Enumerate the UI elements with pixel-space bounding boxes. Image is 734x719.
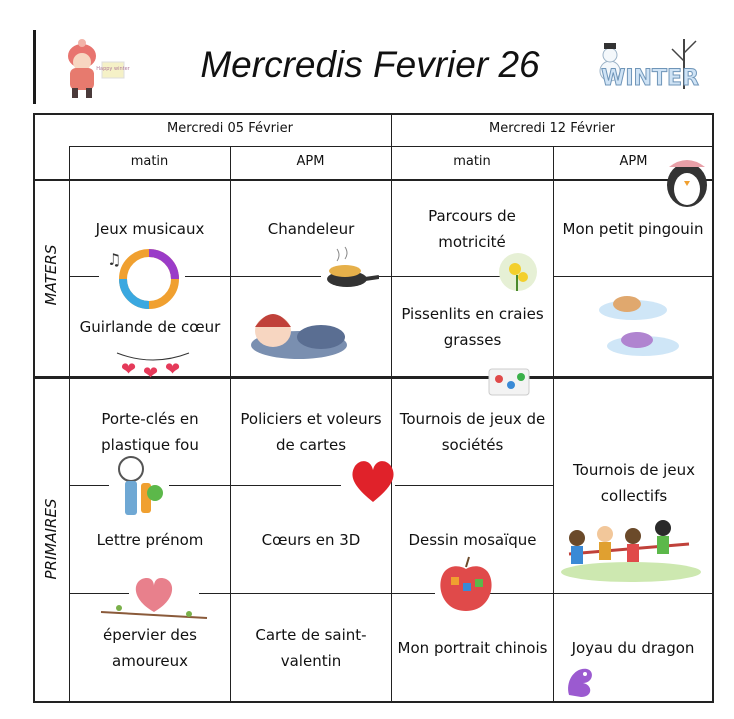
sleeping-child-image — [243, 297, 349, 365]
schedule-table — [33, 113, 714, 703]
row-line — [553, 276, 714, 277]
sleeping-babies-image — [593, 288, 683, 364]
kids-tug-of-war-image — [559, 508, 703, 586]
red-heart-image — [347, 456, 399, 506]
subheader-matin-2: matin — [453, 154, 491, 169]
date-header-2: Mercredi 12 Février — [489, 121, 615, 136]
girl-caption: Happy winter — [96, 66, 130, 72]
primaires-r2-c1: Lettre prénom — [96, 530, 204, 549]
table-left-border — [33, 113, 35, 703]
primaires-r3-c3: Mon portrait chinois — [397, 638, 548, 657]
svg-text:❤: ❤ — [121, 359, 137, 380]
penguin-image — [657, 153, 717, 209]
maters-r2-c1: Guirlande de cœur — [79, 317, 221, 336]
primaires-r1-c2: Policiers et voleurs de cartes — [240, 410, 382, 454]
date-header-1: Mercredi 05 Février — [167, 121, 293, 136]
maters-r1-c2: Chandeleur — [267, 219, 355, 238]
lovebirds-image — [99, 568, 209, 626]
table-top-border — [33, 113, 714, 115]
primaires-c4-merged: Tournois de jeux collectifs — [573, 461, 695, 505]
svg-text:♫: ♫ — [107, 250, 122, 269]
maters-r1-c4: Mon petit pingouin — [562, 219, 704, 238]
heart-garland-image — [115, 349, 191, 383]
group-label-maters: MATERS — [42, 244, 60, 306]
primaires-r2-c2: Cœurs en 3D — [261, 530, 361, 549]
music-ring-image — [101, 243, 189, 309]
svg-text:❤: ❤ — [143, 363, 159, 383]
mosaic-apple-image — [433, 553, 499, 615]
keychain-image — [105, 453, 171, 525]
dandelion-image — [495, 251, 541, 293]
primaires-r2-c3: Dessin mosaïque — [408, 530, 537, 549]
primaires-r3-c4: Joyau du dragon — [571, 638, 695, 657]
primaires-r1-c1: Porte-clés en plastique fou — [101, 410, 199, 454]
primaires-r1-c3: Tournois de jeux de sociétés — [399, 410, 546, 454]
group-label-primaires: PRIMAIRES — [42, 498, 60, 580]
winter-word: WINTER — [601, 66, 699, 91]
primaires-r3-c2: Carte de saint-valentin — [255, 625, 367, 670]
board-games-image — [485, 361, 533, 401]
maters-r1-c3: Parcours de motricité — [428, 206, 516, 251]
svg-text:❤: ❤ — [165, 359, 181, 380]
table-bottom-border — [33, 701, 714, 703]
subheader-apm-1: APM — [296, 154, 325, 169]
winter-snowman-image — [588, 33, 704, 101]
primaires-r3-c1: épervier des amoureux — [103, 625, 197, 670]
maters-r1-c1: Jeux musicaux — [95, 219, 205, 238]
subheader-apm-2: APM — [619, 154, 648, 169]
crepe-pan-image — [323, 245, 379, 295]
left-margin-bar — [33, 30, 36, 104]
winter-girl-image — [48, 32, 132, 100]
maters-r2-c3: Pissenlits en craies grasses — [401, 304, 544, 349]
dragon-image — [563, 661, 597, 701]
subheader-matin-1: matin — [130, 154, 169, 169]
page-title: Mercredis Fevrier 26 — [200, 44, 540, 85]
